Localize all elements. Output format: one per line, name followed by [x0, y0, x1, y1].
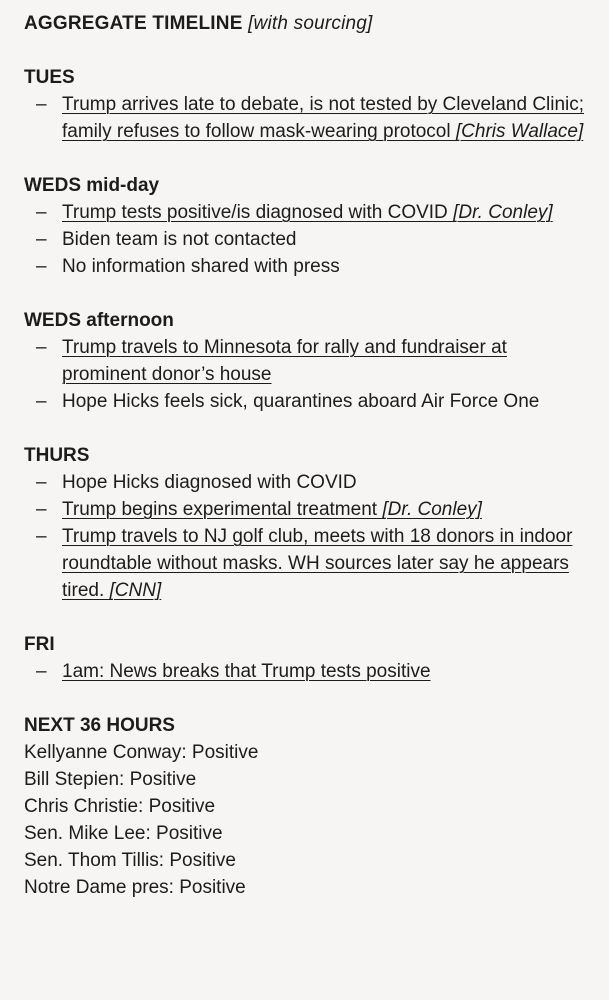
list-item[interactable] — [24, 523, 593, 604]
list-item — [24, 388, 593, 415]
section-items — [24, 91, 593, 145]
section-heading: NEXT 36 HOURS — [24, 715, 175, 736]
list-item[interactable] — [24, 496, 593, 523]
list-item — [24, 226, 593, 253]
section-heading: TUES — [24, 67, 75, 88]
result-line: Chris Christie: Positive — [24, 796, 216, 817]
document-title — [24, 10, 593, 37]
linked-item-text[interactable]: Trump begins experimental treatment [Dr. Conley] — [62, 499, 482, 520]
item-text: Biden team is not contacted — [62, 229, 297, 250]
result-line: Kellyanne Conway: Positive — [24, 742, 259, 763]
section-fri — [24, 631, 593, 685]
item-text: Hope Hicks diagnosed with COVID — [62, 472, 357, 493]
section-items — [24, 658, 593, 685]
source-citation: [Chris Wallace] — [455, 121, 584, 142]
section-thurs — [24, 442, 593, 604]
item-text: No information shared with press — [62, 256, 340, 277]
section-weds-afternoon — [24, 307, 593, 415]
source-citation: [Dr. Conley] — [382, 499, 482, 520]
list-item[interactable] — [24, 199, 593, 226]
source-citation: [CNN] — [109, 580, 162, 601]
result-line: Notre Dame pres: Positive — [24, 877, 246, 898]
title-main: AGGREGATE TIMELINE — [24, 13, 243, 34]
section-weds-midday — [24, 172, 593, 280]
linked-item-text[interactable]: Trump travels to Minnesota for rally and fundraiser at prominent donor’s house — [62, 337, 507, 385]
list-item[interactable] — [24, 658, 593, 685]
section-items — [24, 334, 593, 415]
linked-item-text[interactable]: Trump tests positive/is diagnosed with COVID [Dr. Conley] — [62, 202, 553, 223]
section-heading: FRI — [24, 634, 55, 655]
item-text: Hope Hicks feels sick, quarantines aboard Air Force One — [62, 391, 540, 412]
section-items — [24, 469, 593, 604]
list-item[interactable] — [24, 91, 593, 145]
section-heading: WEDS mid-day — [24, 175, 160, 196]
section-items — [24, 199, 593, 280]
source-citation: [Dr. Conley] — [453, 202, 553, 223]
section-next-36-hours — [24, 712, 593, 901]
title-subtitle: [with sourcing] — [248, 13, 373, 34]
list-item[interactable] — [24, 334, 593, 388]
result-line: Sen. Thom Tillis: Positive — [24, 850, 236, 871]
linked-item-text[interactable]: Trump travels to NJ golf club, meets with 18 donors in indoor roundtable without masks. WH sources later say he appears tired. [CNN] — [62, 526, 573, 601]
linked-item-text[interactable]: Trump arrives late to debate, is not tested by Cleveland Clinic; family refuses to follow mask-wearing protocol [Chris Wallace] — [62, 94, 585, 142]
linked-item-text[interactable]: 1am: News breaks that Trump tests positive — [62, 661, 431, 682]
section-heading: THURS — [24, 445, 90, 466]
list-item — [24, 253, 593, 280]
section-tues — [24, 64, 593, 145]
list-item — [24, 469, 593, 496]
result-line: Sen. Mike Lee: Positive — [24, 823, 223, 844]
section-heading: WEDS afternoon — [24, 310, 174, 331]
result-line: Bill Stepien: Positive — [24, 769, 197, 790]
